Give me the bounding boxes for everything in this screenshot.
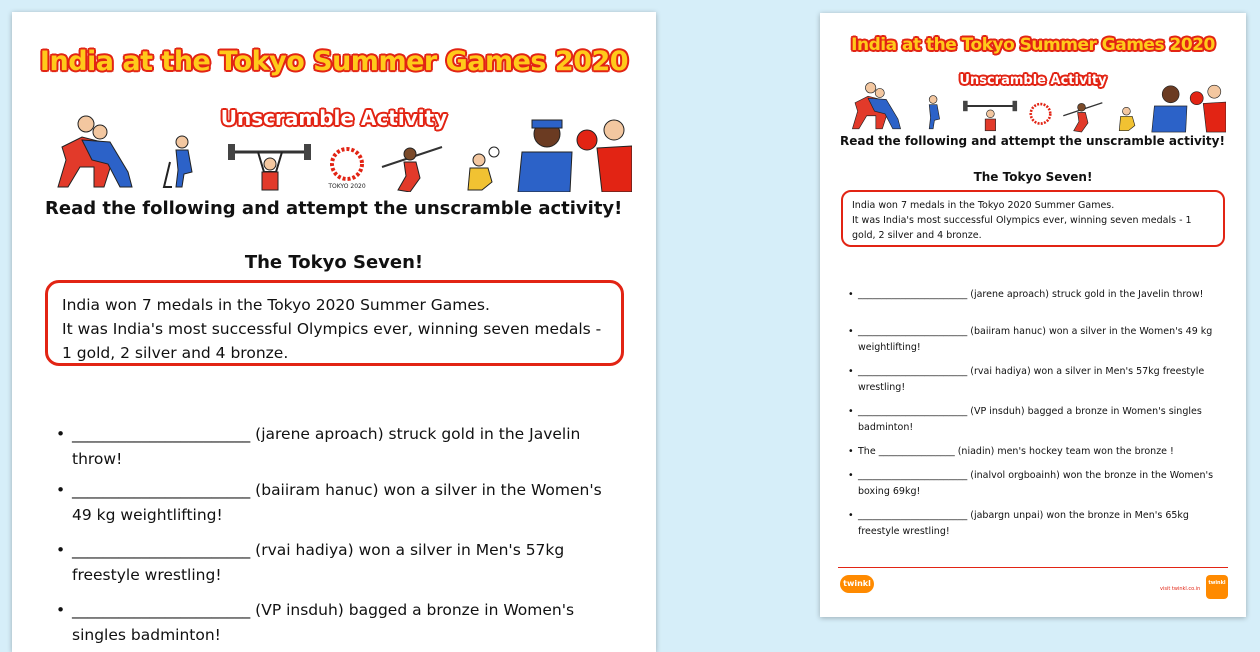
weightlifter-icon [228, 144, 311, 190]
answer-blank[interactable]: _______________________ [858, 470, 968, 481]
tokyo-2020-emblem-icon [327, 149, 366, 190]
emblem-caption: TOKYO 2020 [328, 183, 366, 190]
info-line-1: India won 7 medals in the Tokyo 2020 Summer Games. [852, 200, 1115, 211]
list-item: • _______________________ (inalvol orgboainh) won the bronze in the Women's boxing 69kg! [848, 470, 1214, 497]
answer-blank[interactable]: _______________________ [72, 425, 251, 443]
list-item: • _______________________ (jarene aproach) struck gold in the Javelin throw! [848, 289, 1204, 300]
answer-blank[interactable]: ________________ [878, 446, 955, 457]
list-item: • _______________________ (rvai hadiya) won a silver in Men's 57kg freestyle wrestling! [56, 541, 565, 584]
unscramble-list [56, 422, 616, 652]
tokyo-2020-emblem-icon [1031, 104, 1051, 124]
weightlifter-icon [963, 101, 1017, 131]
boxers-icon [1152, 85, 1226, 132]
answer-blank[interactable]: _______________________ [858, 366, 968, 377]
worksheet-title-small: India at the Tokyo Summer Games 2020 [851, 35, 1215, 55]
javelin-thrower-icon [382, 147, 442, 192]
answer-blank[interactable]: _______________________ [858, 326, 968, 337]
info-box [45, 280, 624, 366]
worksheet-page-full [820, 13, 1246, 617]
badminton-player-icon [1119, 107, 1135, 130]
twinkl-logo: twinkl [840, 575, 874, 593]
section-heading-small: The Tokyo Seven! [973, 170, 1093, 184]
list-item: • _______________________ (jabargn unpai) won the bronze in Men's 65kg freestyle wrestling! [848, 510, 1189, 537]
footer-divider [838, 567, 1228, 568]
answer-blank[interactable]: _______________________ [858, 510, 968, 521]
worksheet-subtitle: Unscramble Activity [220, 106, 448, 130]
answer-blank[interactable]: _______________________ [72, 601, 251, 619]
intro-instruction: Read the following and attempt the unscramble activity! [45, 198, 623, 219]
wrestlers-icon [852, 83, 900, 129]
answer-blank[interactable]: _______________________ [72, 541, 251, 559]
worksheet-title: India at the Tokyo Summer Games 2020 [39, 46, 629, 77]
athletes-illustration-small [842, 79, 1226, 133]
section-heading: The Tokyo Seven! [244, 252, 424, 273]
twinkl-badge: twinkl [1206, 575, 1228, 599]
list-item: • _______________________ (VP insduh) bagged a bronze in Women's singles badminton! [56, 601, 575, 644]
footer-visit-link[interactable]: visit twinkl.co.in [1160, 586, 1201, 592]
list-item: • _______________________ (jarene aproach) struck gold in the Javelin throw! [56, 425, 581, 468]
worksheet-subtitle-small: Unscramble Activity [959, 73, 1107, 88]
info-line-1: India won 7 medals in the Tokyo 2020 Summer Games. [62, 296, 490, 314]
intro-instruction-small: Read the following and attempt the unscramble activity! [840, 134, 1225, 148]
boxers-icon [518, 120, 632, 192]
badminton-player-icon [468, 147, 499, 190]
hockey-player-icon [929, 96, 939, 129]
athletes-illustration [42, 112, 632, 192]
answer-blank[interactable]: _______________________ [72, 481, 251, 499]
answer-blank[interactable]: _______________________ [858, 289, 968, 300]
list-item: • _______________________ (baiiram hanuc) won a silver in the Women's 49 kg weightlifting! [848, 326, 1213, 353]
list-item: • _______________________ (rvai hadiya) won a silver in Men's 57kg freestyle wrestling! [848, 366, 1205, 393]
info-line-2: It was India's most successful Olympics ever, winning seven medals - 1 gold, 2 silver and 4 bronze. [62, 320, 602, 362]
list-item: • The ________________ (niadin) men's hockey team won the bronze ! [848, 446, 1174, 457]
list-item: • _______________________ (baiiram hanuc) won a silver in the Women's 49 kg weightlifting! [56, 481, 602, 524]
info-line-2: It was India's most successful Olympics ever, winning seven medals - 1 gold, 2 silver and 4 bronze. [852, 215, 1192, 241]
javelin-thrower-icon [1063, 103, 1102, 132]
list-item: • _______________________ (VP insduh) bagged a bronze in Women's singles badminton! [848, 406, 1202, 433]
unscramble-list-small [848, 287, 1218, 548]
wrestlers-icon [58, 116, 132, 187]
info-box-small [841, 190, 1225, 247]
answer-blank[interactable]: _______________________ [858, 406, 968, 417]
hockey-player-icon [164, 136, 192, 187]
worksheet-page-zoomed [12, 12, 656, 652]
